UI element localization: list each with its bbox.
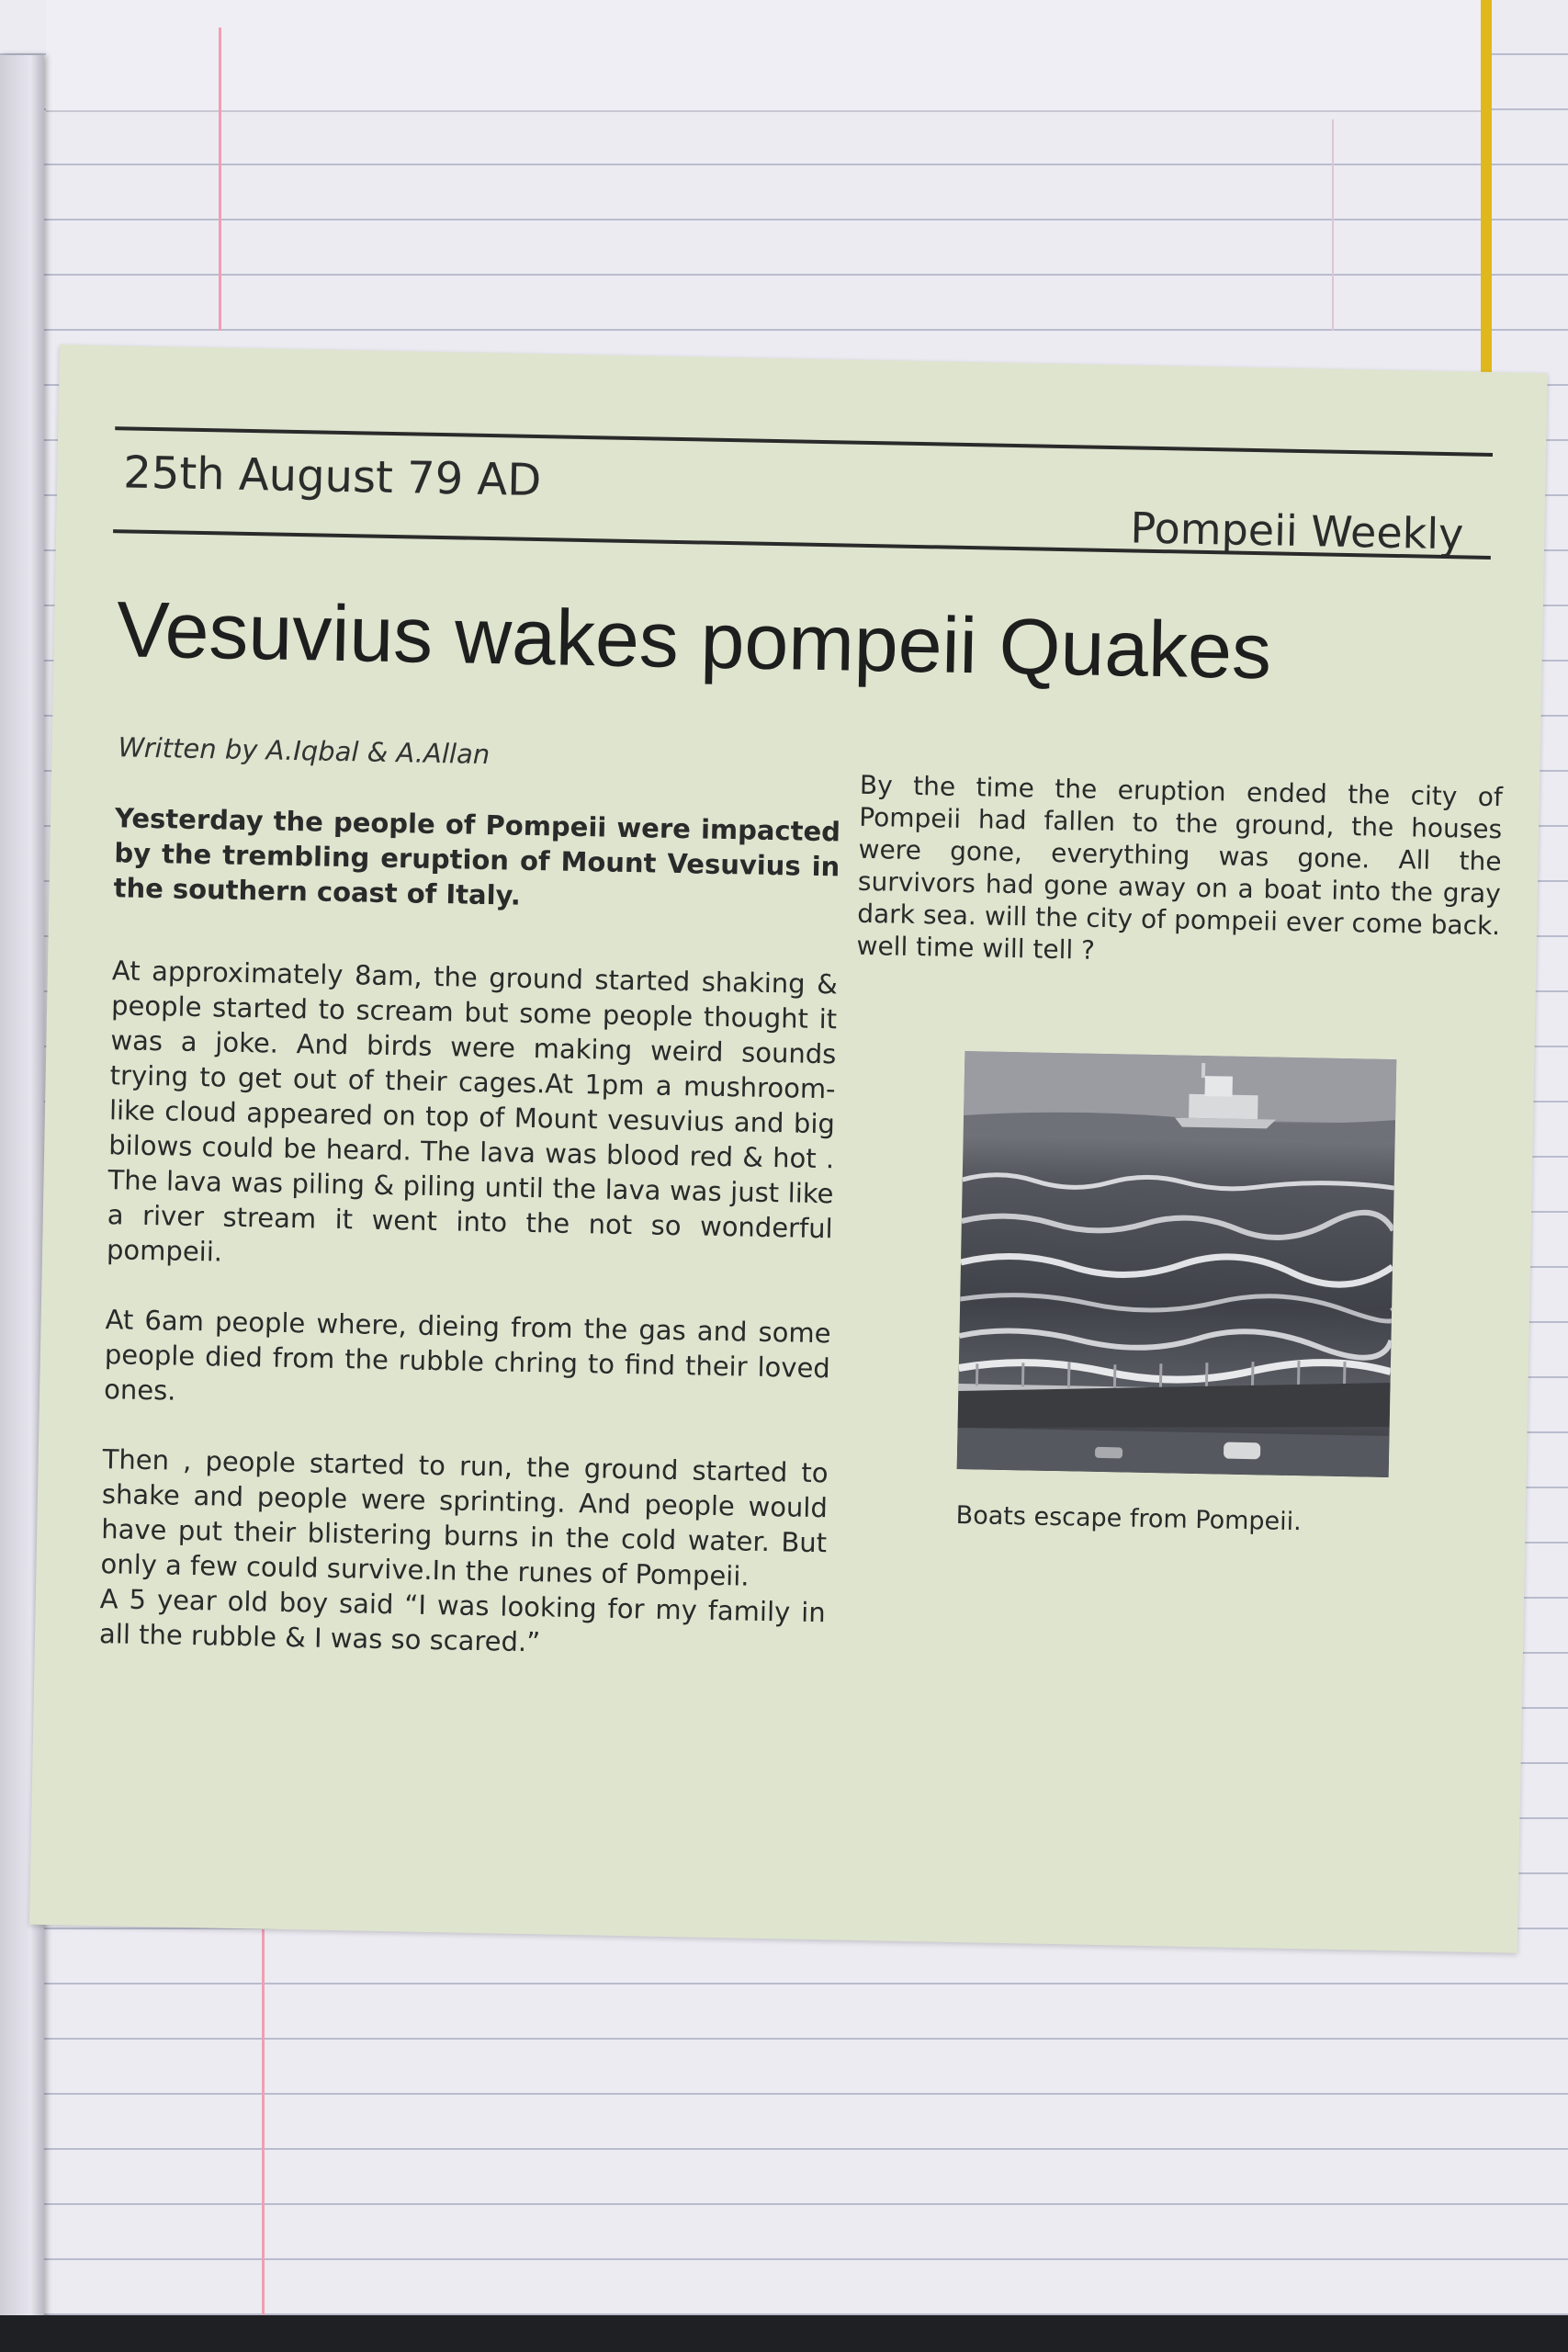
- article-paragraph: At approximately 8am, the ground started shaking & people started to scream but some people thought it was a joke. And birds were making weird sounds trying to get out of their cages.At 1pm a mushroom-like cloud appeared on top of Mount vesuvius and big bilows could be heard. The lava was blood red & hot . The lava was piling & piling until the lava was just like a river stream it went into the not so wonderful pompeii.: [106, 955, 839, 1268]
- margin-line-right: [1332, 119, 1334, 331]
- article-paragraph: At 6am people where, dieing from the gas and some people died from the rubble chring to find their loved ones.: [103, 1304, 831, 1407]
- issue-date: 25th August 79 AD: [122, 447, 542, 507]
- stormy-sea-photo: [957, 1051, 1397, 1477]
- margin-line: [219, 28, 221, 331]
- article-paragraph: By the time the eruption ended the city of Pompeii had fallen to the ground, the houses were gone, everything was gone. All the survivors had gone away on a boat into the gray dark sea. will the city of pompeii ever come back. well time will tell ?: [856, 769, 1504, 966]
- article-right-column: [856, 769, 1503, 974]
- notebook-page-edge: [0, 55, 44, 2324]
- margin-line: [262, 1929, 265, 2352]
- headline: Vesuvius wakes pompeii Quakes: [116, 585, 1272, 696]
- notebook-top-page: [46, 0, 1488, 112]
- quote-paragraph: A 5 year old boy said “I was looking for my family in all the rubble & I was so scared.”: [98, 1583, 826, 1658]
- sea-illustration: [957, 1051, 1397, 1477]
- newspaper-sheet: [29, 345, 1548, 1953]
- article-paragraph: Then , people started to run, the ground started to shake and people were sprinting. And people would have put their blistering burns in the cold water. But only a few could survive.In the runes of Pompeii.: [100, 1443, 829, 1592]
- byline: Written by A.Iqbal & A.Allan: [118, 731, 491, 771]
- article-left-column: [98, 800, 840, 1700]
- photo-caption: Boats escape from Pompeii.: [955, 1500, 1303, 1537]
- masthead: Pompeii Weekly: [1130, 503, 1464, 560]
- lead-paragraph: Yesterday the people of Pompeii were impacted by the trembling eruption of Mount Vesuvius in the southern coast of Italy.: [113, 802, 841, 911]
- table-surface: [0, 2315, 1568, 2352]
